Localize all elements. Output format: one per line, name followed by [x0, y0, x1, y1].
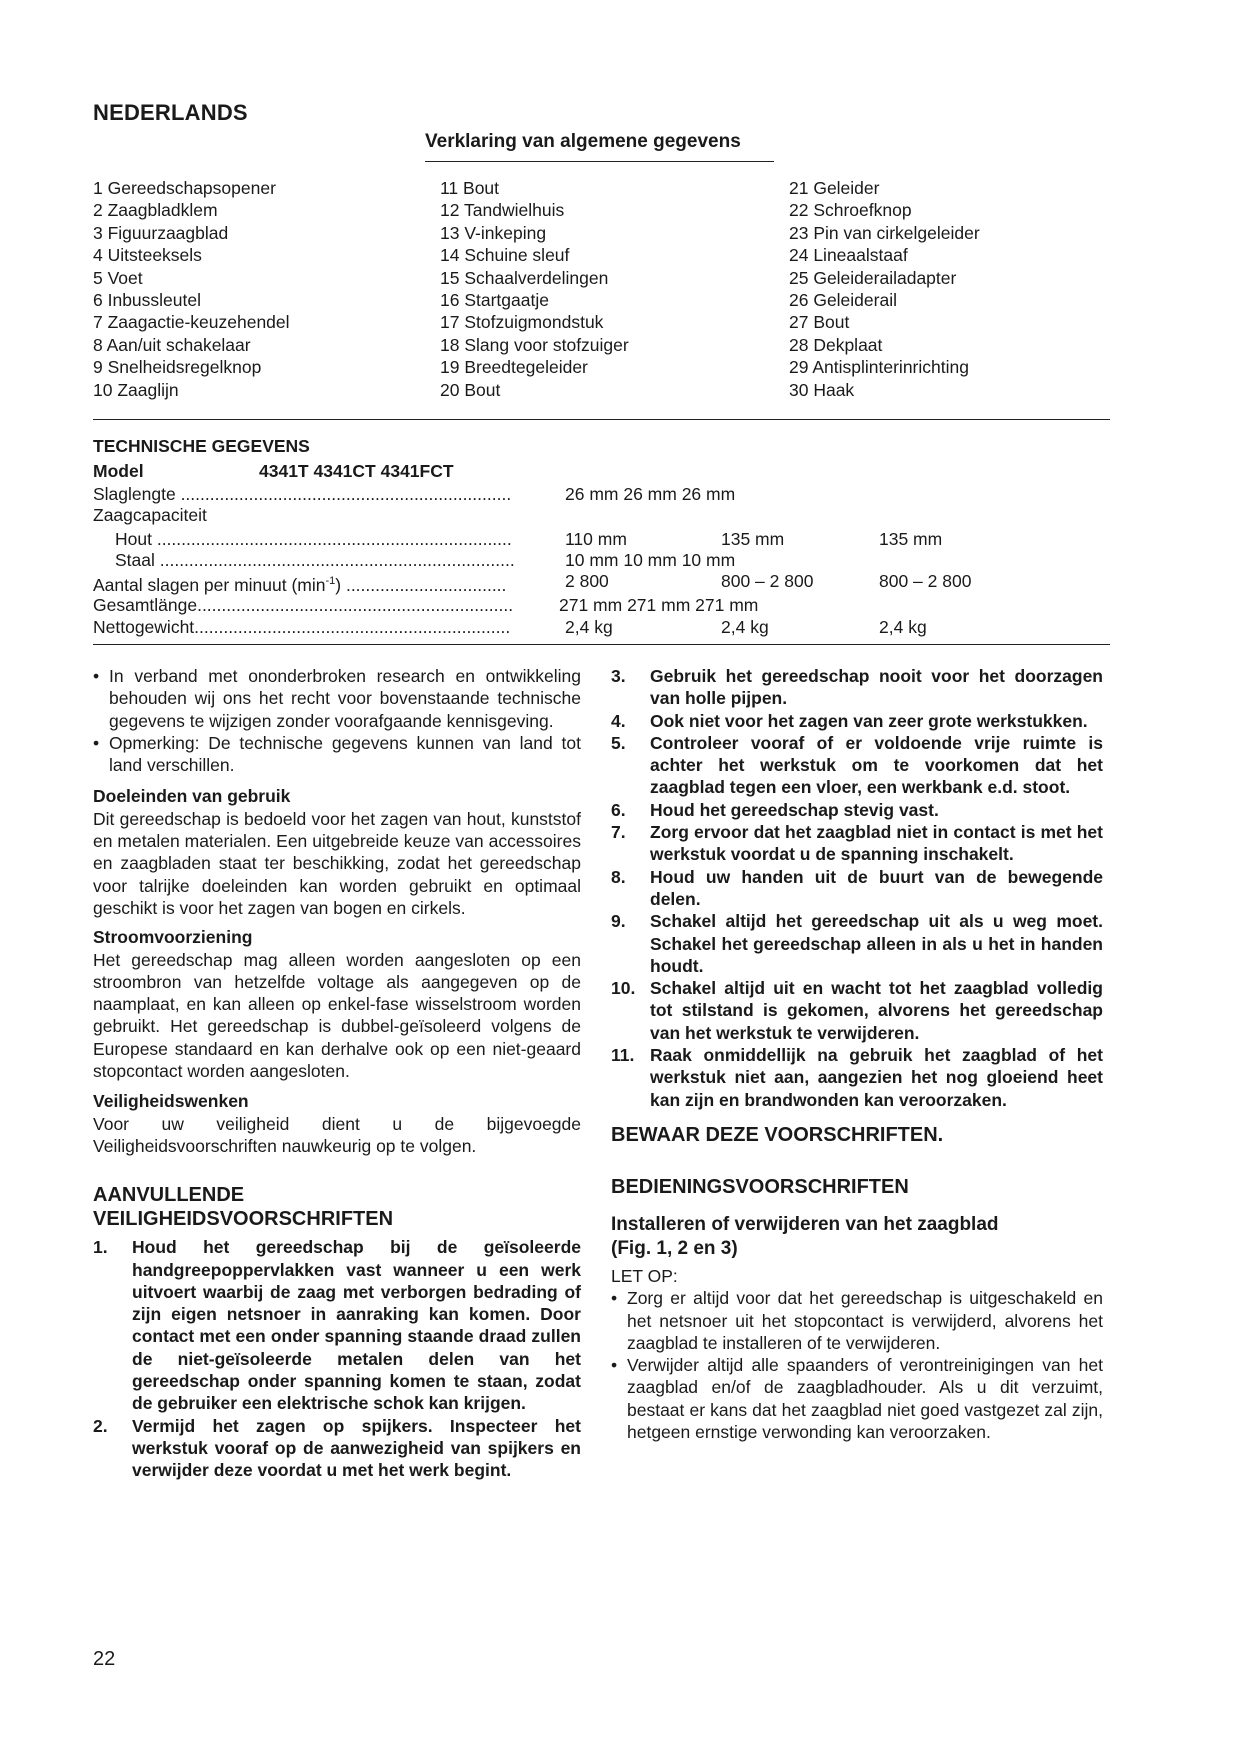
- safety-rule: 4. Ook niet voor het zagen van zeer grote werkstukken.: [611, 710, 1088, 731]
- steel-label: Staal .........................................................................: [115, 550, 515, 570]
- legend-item: 13 V-inkeping: [440, 222, 547, 243]
- power-text: Het gereedschap mag alleen worden aangesloten op een stroombron van hetzelfde voltage als aangegeven op de naamplaat, en kan alleen op enkel-fase wisselstroom worden gebruikt. Het gereedschap is dubbel-geïsoleerd volgens de Europese standaard en kan derhalve ook op een niet-geaard stopcontact worden aangesloten.: [93, 949, 581, 1082]
- stroke-label: Slaglengte ....................................................................: [93, 484, 512, 504]
- legend-item: 22 Schroefknop: [789, 200, 912, 221]
- power-heading: Stroomvoorziening: [93, 927, 253, 948]
- caution-note: • Zorg er altijd voor dat het gereedschap is uitgeschakeld en het netsnoer uit het stopcontact is verwijderd, alvorens het zaagblad te installeren of te verwijderen.: [611, 1287, 1103, 1354]
- wood-value: 110 mm: [565, 529, 627, 549]
- legend-column-3: [789, 177, 980, 401]
- safety-rule: 10. Schakel altijd uit en wacht tot het zaagblad volledig tot stilstand is gekomen, alvorens het gereedschap van het werkstuk te verwijderen.: [611, 978, 1103, 1043]
- safety-rule: 3. Gebruik het gereedschap nooit voor het doorzagen van holle pijpen.: [611, 666, 1103, 709]
- capacity-label: Zaagcapaciteit: [93, 505, 207, 525]
- specs-stroke-row: [93, 484, 1110, 505]
- right-column: [611, 665, 1103, 1443]
- specs-title: TECHNISCHE GEGEVENS: [93, 436, 310, 456]
- stroke-values: 26 mm 26 mm 26 mm: [565, 484, 736, 504]
- spm-value: 2 800: [565, 571, 609, 591]
- legend-item: 18 Slang voor stofzuiger: [440, 334, 629, 355]
- legend-item: 20 Bout: [440, 379, 501, 400]
- keep-instructions-heading: BEWAAR DEZE VOORSCHRIFTEN.: [611, 1123, 944, 1146]
- spm-label: Aantal slagen per minuut $(\min^{-1})$ .................................: [93, 574, 507, 595]
- language-heading: NEDERLANDS: [93, 100, 248, 125]
- specs-wood-row: [93, 529, 1110, 550]
- safety-rule: 8. Houd uw handen uit de buurt van de bewegende delen.: [611, 866, 1103, 909]
- legend-item: 14 Schuine sleuf: [440, 245, 570, 266]
- legend-item: 16 Startgaatje: [440, 290, 549, 311]
- weight-label: Nettogewicht.................................................................: [93, 617, 511, 637]
- legend-item: 23 Pin van cirkelgeleider: [789, 222, 980, 243]
- legend-item: 6 Inbussleutel: [93, 290, 201, 311]
- safety-rule: 1. Houd het gereedschap bij de geïsoleerde handgreepoppervlakken vast wanneer u een werk uitvoert waarbij de zaag met verborgen bedrading of zijn eigen netsnoer in aanraking kan komen. Door contact met een onder spanning staande draad zullen de niet-geïsoleerde metalen delen van het gereedschap onder spanning komen te staan, zodat de gebruiker een elektrische schok kan krijgen.: [93, 1237, 581, 1414]
- length-values: 271 mm 271 mm 271 mm: [559, 595, 759, 615]
- legend-item: 19 Breedtegeleider: [440, 357, 588, 378]
- wood-label: Hout .........................................................................: [115, 529, 512, 549]
- specs-spm-row: [93, 571, 1110, 595]
- model-values: 4341T 4341CT 4341FCT: [259, 461, 454, 481]
- specs-capacity-row: [93, 505, 1110, 526]
- legend-item: 26 Geleiderail: [789, 290, 897, 311]
- specs-weight-row: [93, 617, 1110, 638]
- caution-label: LET OP:: [611, 1265, 678, 1286]
- legend-item: 7 Zaagactie-keuzehendel: [93, 312, 290, 333]
- spec-note: • In verband met ononderbroken research en ontwikkeling behouden wij ons het recht voor bovenstaande technische gegevens te wijzigen zonder voorafgaande kennisgeving.: [93, 665, 581, 732]
- extra-safety-heading: AANVULLENDE VEILIGHEIDSVOORSCHRIFTEN: [93, 1184, 394, 1231]
- legend-item: 24 Lineaalstaaf: [789, 245, 908, 266]
- technical-specs: [93, 436, 1110, 638]
- section-divider: [93, 644, 1110, 645]
- legend-item: 25 Geleiderailadapter: [789, 267, 957, 288]
- safety-heading: Veiligheidswenken: [93, 1091, 249, 1112]
- use-heading: Doeleinden van gebruik: [93, 786, 291, 807]
- legend-item: 28 Dekplaat: [789, 334, 883, 355]
- legend-title: Verklaring van algemene gegevens: [425, 131, 741, 152]
- caution-note: • Verwijder altijd alle spaanders of verontreinigingen van het zaagblad en/of de zaagbladhouder. Als u dit verzuimt, bestaat er kans dat het zaagblad niet goed vastgezet zal zijn, hetgeen ernstige verwonding kan veroorzaken.: [611, 1354, 1103, 1443]
- specs-model-row: [93, 461, 1110, 482]
- wood-value: 135 mm: [879, 529, 943, 549]
- legend-item: 3 Figuurzaagblad: [93, 222, 229, 243]
- legend-column-2: [440, 177, 629, 401]
- legend-item: 12 Tandwielhuis: [440, 200, 565, 221]
- legend-item: 5 Voet: [93, 267, 143, 288]
- legend-item: 27 Bout: [789, 312, 850, 333]
- weight-value: 2,4 kg: [721, 617, 769, 637]
- safety-text: Voor uw veiligheid dient u de bijgevoegde Veiligheidsvoorschriften nauwkeurig op te volgen.: [93, 1113, 581, 1156]
- spec-note: • Opmerking: De technische gegevens kunnen van land tot land verschillen.: [93, 732, 581, 777]
- specs-length-row: [93, 595, 1110, 616]
- use-text: Dit gereedschap is bedoeld voor het zagen van hout, kunststof en metalen materialen. Een uitgebreide keuze van accessoires en zaagbladen staat ter beschikking, zodat het gereedschap voor talrijke doeleinden kan worden gebruikt en optimaal geschikt is voor het zagen van bogen en cirkels.: [93, 808, 581, 918]
- steel-values: 10 mm 10 mm 10 mm: [565, 550, 736, 570]
- install-blade-heading: Installeren of verwijderen van het zaagblad (Fig. 1, 2 en 3): [611, 1213, 999, 1259]
- model-label: Model: [93, 461, 144, 481]
- legend-item: 30 Haak: [789, 379, 855, 400]
- wood-value: 135 mm: [721, 529, 785, 549]
- specs-steel-row: [93, 550, 1110, 571]
- legend-item: 4 Uitsteeksels: [93, 245, 202, 266]
- legend-item: 17 Stofzuigmondstuk: [440, 312, 604, 333]
- legend-column-1: [93, 177, 290, 401]
- legend-title-rule: [425, 161, 774, 162]
- safety-rule: 5. Controleer vooraf of er voldoende vrije ruimte is achter het werkstuk om te voorkomen dat het zaagblad tegen een vloer, een werkbank e.d. stoot.: [611, 732, 1103, 798]
- safety-rules-list: [93, 1236, 581, 1481]
- legend-item: 10 Zaaglijn: [93, 379, 179, 400]
- legend-item: 1 Gereedschapsopener: [93, 178, 276, 198]
- weight-value: 2,4 kg: [565, 617, 613, 637]
- section-divider: [93, 419, 1110, 420]
- spm-value: 800 – 2 800: [721, 571, 814, 591]
- legend-item: 2 Zaagbladklem: [93, 200, 218, 221]
- safety-rules-list: [611, 665, 1103, 1111]
- length-label: Gesamtlänge.................................................................: [93, 595, 514, 615]
- legend-item: 8 Aan/uit schakelaar: [93, 334, 251, 355]
- left-column: [93, 665, 581, 1482]
- safety-rule: 6. Houd het gereedschap stevig vast.: [611, 799, 939, 820]
- safety-rule: 7. Zorg ervoor dat het zaagblad niet in contact is met het werkstuk voordat u de spanning inschakelt.: [611, 822, 1103, 865]
- safety-rule: 2. Vermijd het zagen op spijkers. Inspecteer het werkstuk vooraf op de aanwezigheid van spijkers en verwijder deze voordat u met het werk begint.: [93, 1415, 581, 1481]
- operation-heading: BEDIENINGSVOORSCHRIFTEN: [611, 1175, 909, 1198]
- legend-item: 21 Geleider: [789, 178, 880, 198]
- legend-item: 9 Snelheidsregelknop: [93, 357, 262, 378]
- spm-value: 800 – 2 800: [879, 571, 972, 591]
- page-number: 22: [93, 1648, 116, 1670]
- legend-item: 29 Antisplinterinrichting: [789, 357, 969, 378]
- safety-rule: 9. Schakel altijd het gereedschap uit als u weg moet. Schakel het gereedschap alleen in als u het in handen houdt.: [611, 911, 1103, 976]
- safety-rule: 11. Raak onmiddellijk na gebruik het zaagblad of het werkstuk niet aan, aangezien het nog gloeiend heet kan zijn en brandwonden kan veroorzaken.: [611, 1045, 1103, 1110]
- weight-value: 2,4 kg: [879, 617, 927, 637]
- legend-item: 11 Bout: [440, 178, 500, 198]
- legend-item: 15 Schaalverdelingen: [440, 267, 609, 288]
